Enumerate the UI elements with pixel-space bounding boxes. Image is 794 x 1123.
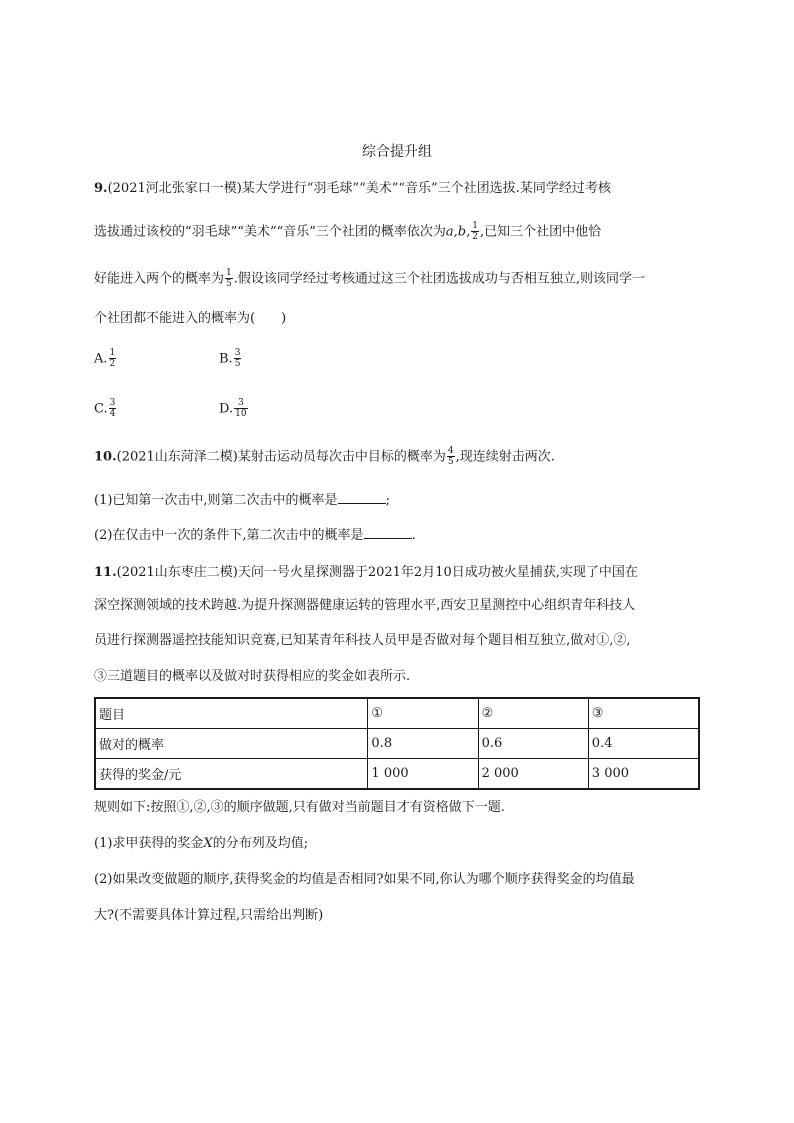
q10-number: 10.	[94, 449, 117, 465]
q11-rule: 规则如下:按照①,②,③的顺序做题,只有做对当前题目才有资格做下一题.	[94, 800, 505, 815]
table-row	[95, 698, 699, 729]
prize-table	[94, 697, 700, 790]
q9-line-3: 好能进入两个的概率为 $\frac{1}{5}$ .假设该同学经过考核通过这三个社团选拔成功与否相互独立,则该同学一	[94, 268, 646, 290]
table-cell: 0.8	[368, 729, 478, 759]
section-title: 综合提升组	[362, 144, 432, 160]
q9-option-a: A. $\frac{1}{2}$	[94, 348, 116, 370]
q11-line-3: 员进行探测器遥控技能知识竞赛,已知某青年科技人员甲是否做对每个题目相互独立,做对①,②,	[94, 633, 631, 648]
q10-answer-blank-1[interactable]	[338, 493, 386, 504]
table-cell: ①	[368, 698, 478, 729]
table-row	[95, 729, 699, 759]
table-cell: 题目	[95, 698, 368, 729]
q11-line-4: ③三道题目的概率以及做对时获得相应的奖金如表所示.	[94, 669, 411, 684]
q10-line-1: 10.(2021山东菏泽二模)某射击运动员每次击中目标的概率为 $\frac{4}{5}$ ,现连续射击两次.	[94, 446, 555, 468]
q9-option-c: C. $\frac{3}{4}$	[94, 398, 116, 420]
q11-line-2: 深空探测领域的技术跨越.为提升探测器健康运转的管理水平,西安卫星测控中心组织青年科技人	[94, 598, 636, 613]
q10-fraction: $\frac{4}{5}$	[447, 446, 454, 468]
table-cell: 0.4	[588, 729, 699, 759]
q11-sub-1: (1)求甲获得的奖金X的分布列及均值;	[94, 836, 309, 851]
table-cell: 获得的奖金/元	[95, 759, 368, 790]
table-cell: ②	[478, 698, 588, 729]
q10-sub-1: (1)已知第一次击中,则第二次击中的概率是 ;	[94, 493, 390, 508]
q9-line-2: 选拔通过该校的“羽毛球”“美术”“音乐”三个社团的概率依次为a,b, $\frac{1}{2}$ ,已知三个社团中他恰	[94, 221, 602, 243]
q9-fraction-fifth: $\frac{1}{5}$	[226, 268, 232, 290]
table-cell: 1 000	[368, 759, 478, 790]
q11-sub-2-line-1: (2)如果改变做题的顺序,获得奖金的均值是否相同?如果不同,你认为哪个顺序获得奖金的均值最	[94, 872, 635, 887]
q9-line-1: 9.(2021河北张家口一模)某大学进行“羽毛球”“美术”“音乐”三个社团选拔.某同学经过考核	[94, 181, 611, 196]
table-cell: 做对的概率	[95, 729, 368, 759]
q9-line-4: 个社团都不能进入的概率为( )	[94, 311, 287, 326]
q11-sub-2-line-2: 大?(不需要具体计算过程,只需给出判断)	[94, 908, 324, 923]
q11-line-1: 11.(2021山东枣庄二模)天问一号火星探测器于2021年2月10日成功被火星捕获,实现了中国在	[94, 565, 638, 580]
q10-answer-blank-2[interactable]	[364, 528, 412, 539]
q9-variables: a,b,	[445, 224, 471, 240]
q9-fraction-half: $\frac{1}{2}$	[472, 221, 478, 243]
table-cell: 3 000	[588, 759, 699, 790]
q10-sub-2: (2)在仅击中一次的条件下,第二次击中的概率是 .	[94, 528, 416, 543]
table-row	[95, 759, 699, 790]
q11-variable-x: X	[203, 836, 213, 851]
table-cell: ③	[588, 698, 699, 729]
table-cell: 2 000	[478, 759, 588, 790]
q9-option-d: D. $\frac{3}{10}$	[219, 398, 247, 420]
q9-number: 9.	[94, 181, 108, 196]
table-cell: 0.6	[478, 729, 588, 759]
q9-option-b: B. $\frac{3}{5}$	[219, 348, 241, 370]
q11-number: 11.	[94, 565, 117, 580]
